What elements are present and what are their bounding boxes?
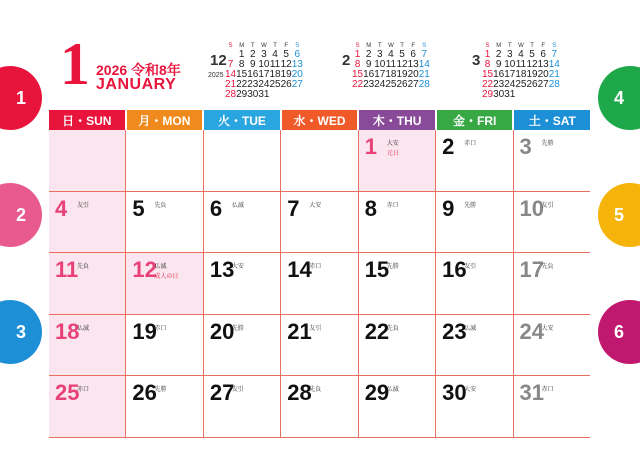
mini-day: 23 [247,79,259,90]
weekday-header: 月・MON [127,110,203,130]
mini-day: 17 [504,69,516,80]
month-tab-label: 6 [613,321,624,342]
mini-day: 29 [236,89,248,100]
mini-day: 2 [250,49,256,60]
day-cell[interactable] [204,130,281,191]
rokuyo-label: 大安 [231,264,244,270]
day-cell[interactable] [514,376,590,437]
mini-weekday: T [507,43,512,49]
mini-day: 6 [540,49,546,60]
day-cell[interactable] [359,253,436,314]
mini-day: 19 [526,69,538,80]
mini-day: 30 [493,89,505,100]
mini-day: 15 [236,69,248,80]
mini-day: 15 [482,69,494,80]
day-cell[interactable] [436,130,513,191]
rokuyo-label: 仏滅 [464,325,477,332]
mini-day: 30 [247,89,259,100]
rokuyo-label: 友引 [464,264,477,270]
day-number: 23 [442,318,467,344]
day-cell[interactable] [126,376,203,437]
mini-weekday: S [295,43,300,49]
day-cell[interactable] [126,192,203,253]
day-number: 18 [55,318,80,344]
month-tab-1[interactable] [0,66,42,130]
mini-day: 28 [225,89,237,100]
day-cell[interactable] [126,130,203,191]
weekday-header: 土・SAT [514,110,590,130]
day-number: 2 [442,134,455,159]
mini-day: 20 [407,69,419,80]
mini-weekday: W [518,43,524,49]
mini-day: 19 [396,69,408,80]
day-cell[interactable] [49,130,126,191]
mini-weekday: M [239,43,245,49]
day-number: 28 [287,380,312,405]
mini-day [527,90,538,100]
mini-day: 7 [421,49,428,60]
mini-day: 10 [374,59,386,70]
mini-day: 25 [269,79,281,90]
mini-day: 13 [407,59,419,70]
day-cell[interactable] [204,315,281,376]
mini-day: 18 [385,69,397,80]
rokuyo-label: 仏滅 [386,387,399,393]
rokuyo-label: 赤口 [77,387,90,393]
day-cell[interactable] [436,253,513,314]
calendar-grid [49,110,590,438]
day-number: 12 [132,257,157,282]
mini-day: 22 [236,79,248,90]
mini-day: 16 [363,69,375,80]
rokuyo-label: 友引 [541,202,554,209]
rokuyo-label: 仏滅 [77,325,90,332]
day-number: 8 [364,195,377,221]
day-number: 19 [132,318,157,344]
mini-day: 31 [258,89,270,100]
day-number: 26 [132,380,157,405]
month-tab-6[interactable] [598,300,640,364]
mini-day: 22 [482,79,494,90]
mini-weekday: T [400,43,404,49]
mini-day: 21 [548,69,560,80]
mini-day: 11 [385,59,397,70]
day-cell[interactable] [514,130,590,191]
day-number: 17 [519,257,545,282]
day-cell[interactable] [204,253,281,314]
mini-day: 16 [493,69,505,80]
day-cell[interactable] [126,315,203,376]
mini-day: 11 [515,59,527,70]
day-number: 9 [442,195,455,221]
mini-day: 4 [388,49,394,60]
mini-day: 5 [529,49,535,60]
day-cell[interactable] [49,192,126,253]
month-tab-label: 1 [15,87,26,108]
day-number: 14 [287,257,312,282]
mini-day: 29 [482,89,494,100]
mini-day: 24 [504,79,516,90]
mini-month-table [482,42,560,100]
day-number: 24 [519,318,545,344]
weekday-header: 火・TUE [204,110,280,130]
month-tab-4[interactable] [598,66,640,130]
mini-day: 23 [363,79,375,90]
day-number: 16 [442,257,467,282]
mini-day: 5 [283,49,289,60]
rokuyo-label: 友引 [309,325,322,332]
mini-day: 12 [396,59,408,70]
month-tab-2[interactable] [0,183,42,247]
mini-weekday: W [261,43,267,49]
mini-month-number: 2 [342,52,351,69]
mini-day: 26 [280,79,292,90]
day-number: 21 [287,318,312,344]
rokuyo-label: 先負 [154,202,167,209]
rokuyo-label: 仏滅 [154,264,167,270]
month-tab-label: 5 [613,204,624,225]
mini-day: 17 [374,69,386,80]
day-cell[interactable] [281,253,358,314]
mini-day: 25 [515,79,527,90]
day-cell[interactable] [204,376,281,437]
mini-weekday: F [411,43,416,49]
week-row [49,192,590,254]
mini-day: 20 [537,69,549,80]
rokuyo-label: 友引 [77,202,90,209]
day-number: 25 [55,380,80,405]
mini-day [549,90,560,100]
mini-day: 7 [227,59,234,70]
rokuyo-label: 大安 [464,387,477,393]
mini-day: 8 [238,59,245,70]
day-cell[interactable] [281,130,358,191]
mini-day: 3 [507,49,513,60]
weekday-header: 金・FRI [437,110,513,130]
mini-year: 2025 [208,72,224,79]
rokuyo-label: 大安 [386,141,399,147]
day-cell[interactable] [126,253,203,314]
mini-day [515,90,526,100]
rokuyo-label: 赤口 [541,387,554,393]
rokuyo-label: 先負 [77,264,90,270]
rokuyo-label: 先勝 [541,141,554,147]
mini-day: 7 [551,49,558,60]
day-cell[interactable] [359,376,436,437]
month-tab-5[interactable] [598,183,640,247]
mini-day: 4 [272,49,278,60]
mini-month-number: 3 [472,52,481,69]
day-cell[interactable] [436,192,513,253]
month-name: JANUARY [96,76,177,93]
day-number: 1 [364,134,377,159]
mini-day: 14 [418,59,430,70]
mini-day: 6 [410,49,416,60]
mini-day: 8 [354,59,361,70]
month-tab-label: 3 [15,321,26,342]
mini-day: 1 [238,49,245,60]
rokuyo-label: 先勝 [154,387,167,393]
day-number: 15 [364,257,390,282]
mini-day: 28 [418,79,430,90]
day-cell[interactable] [436,315,513,376]
mini-day [538,90,549,100]
mini-day: 11 [269,59,281,70]
day-cell[interactable] [281,376,358,437]
rokuyo-label: 先勝 [464,202,477,209]
day-number: 7 [287,195,300,221]
mini-month-table [352,42,430,90]
mini-day: 20 [291,69,303,80]
rokuyo-label: 仏滅 [231,202,244,209]
mini-day: 17 [258,69,270,80]
mini-day: 16 [247,69,259,80]
mini-weekday: M [366,43,372,49]
mini-day: 5 [399,49,405,60]
mini-day: 21 [225,79,237,90]
mini-day: 3 [377,49,383,60]
mini-day: 12 [280,59,292,70]
month-tab-3[interactable] [0,300,42,364]
holiday-label: 成人の日 [154,274,179,280]
rokuyo-label: 友引 [231,387,244,393]
mini-day: 24 [258,79,270,90]
day-cell[interactable] [49,253,126,314]
rokuyo-label: 先負 [386,325,399,332]
day-number: 13 [209,257,235,282]
mini-day: 18 [269,69,281,80]
month-tab-label: 4 [613,87,624,108]
mini-day: 18 [515,69,527,80]
day-number: 6 [209,195,223,221]
mini-day: 15 [352,69,364,80]
mini-day: 27 [537,79,549,90]
mini-day [270,90,281,100]
rokuyo-label: 大安 [309,202,322,209]
mini-day: 1 [354,49,361,60]
mini-day: 9 [495,59,502,70]
day-cell[interactable] [281,315,358,376]
mini-day: 10 [504,59,516,70]
day-cell[interactable] [514,315,590,376]
weekday-header: 木・THU [359,110,435,130]
day-cell[interactable] [359,192,436,253]
mini-weekday: T [377,43,382,49]
mini-weekday: F [284,43,289,49]
week-row [49,315,590,377]
day-number: 11 [55,257,79,282]
holiday-label: 元日 [386,151,399,157]
mini-weekday: W [388,43,394,49]
week-row [49,130,590,192]
day-cell[interactable] [49,376,126,437]
mini-day: 21 [418,69,430,80]
day-cell[interactable] [359,315,436,376]
rokuyo-label: 先勝 [386,264,399,270]
mini-day: 10 [258,59,270,70]
mini-day: 23 [493,79,505,90]
mini-month-table [225,42,303,100]
rokuyo-label: 赤口 [464,141,477,147]
mini-day: 13 [291,59,303,70]
day-cell[interactable] [281,192,358,253]
month-tab-label: 2 [15,204,26,225]
day-cell[interactable] [49,315,126,376]
mini-day: 14 [548,59,560,70]
weeks [49,130,590,438]
mini-weekday: M [496,43,502,49]
mini-day: 9 [250,59,256,70]
day-cell[interactable] [359,130,436,191]
mini-day: 1 [484,49,491,60]
year-label: 2026 令和8年 [96,62,181,78]
mini-day: 9 [365,59,372,70]
rokuyo-label: 先勝 [231,325,244,332]
mini-day: 8 [484,59,491,70]
day-number: 4 [55,195,68,221]
rokuyo-label: 赤口 [154,325,167,332]
mini-day: 26 [526,79,538,90]
week-row [49,376,590,438]
mini-day: 14 [225,69,237,80]
mini-weekday: S [422,43,427,49]
mini-weekday: T [273,43,277,49]
day-number: 22 [364,318,390,344]
mini-day [281,90,292,100]
mini-weekday: S [355,43,360,49]
mini-day: 26 [396,79,408,90]
mini-day: 24 [374,79,386,90]
day-cell[interactable] [514,253,590,314]
mini-weekday: T [250,43,255,49]
mini-weekday: S [552,43,557,49]
weekday-header-row [49,110,590,130]
day-number: 10 [519,195,545,221]
day-cell[interactable] [436,376,513,437]
mini-weekday: T [530,43,534,49]
mini-day: 12 [526,59,538,70]
rokuyo-label: 先負 [309,387,322,393]
day-number: 3 [519,134,532,159]
mini-day [292,90,303,100]
rokuyo-label: 先負 [541,264,554,270]
day-number: 20 [209,318,235,344]
mini-day: 13 [537,59,549,70]
day-number: 5 [132,195,145,221]
mini-day: 25 [385,79,397,90]
rokuyo-label: 赤口 [309,264,322,270]
day-number: 29 [364,380,390,405]
rokuyo-label: 赤口 [386,202,399,209]
mini-day: 27 [407,79,419,90]
day-number: 30 [442,380,467,405]
mini-day: 19 [280,69,292,80]
rokuyo-label: 大安 [541,325,554,332]
mini-day: 6 [294,49,301,60]
day-cell[interactable] [514,192,590,253]
day-number: 31 [519,380,545,405]
mini-day: 22 [352,79,364,90]
month-number: 1 [60,31,90,97]
mini-weekday: S [228,43,233,49]
weekday-header: 日・SUN [49,110,125,130]
mini-day: 31 [504,89,516,100]
week-row [49,253,590,315]
mini-day: 2 [365,49,372,60]
mini-day: 3 [261,49,267,60]
mini-day: 4 [518,49,524,60]
mini-month-number: 12 [210,52,227,69]
day-cell[interactable] [204,192,281,253]
mini-day: 28 [548,79,560,90]
mini-weekday: F [541,43,546,49]
mini-weekday: S [485,43,490,49]
weekday-header: 水・WED [282,110,358,130]
day-number: 27 [209,380,235,405]
mini-day: 27 [291,79,303,90]
mini-day: 2 [495,49,502,60]
